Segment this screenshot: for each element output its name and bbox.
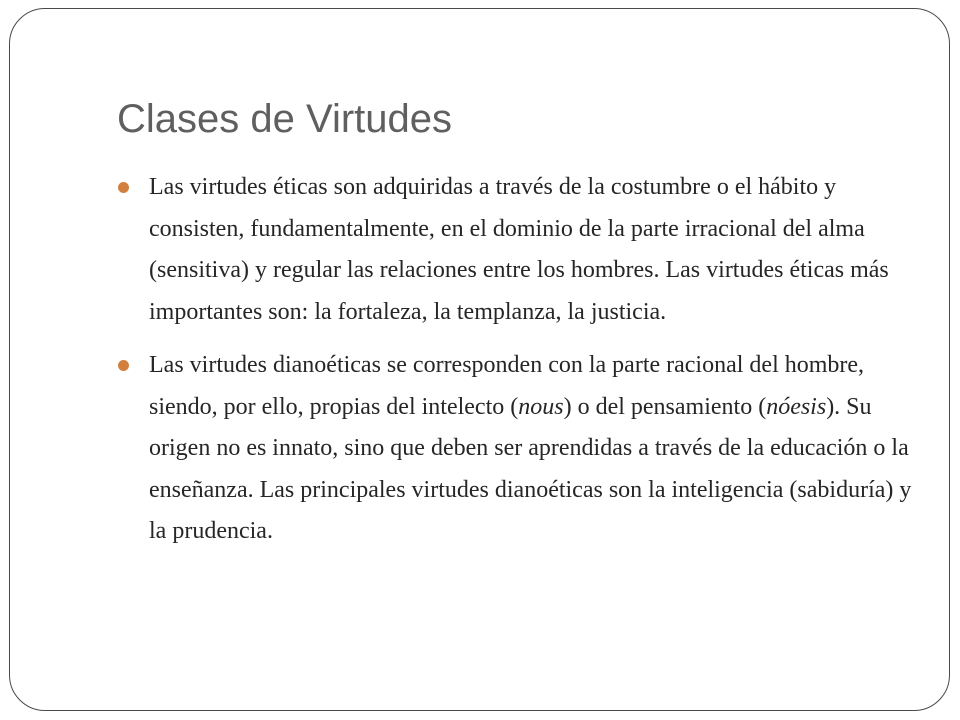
bullet-dot-icon (118, 182, 129, 193)
text-segment: Las virtudes éticas son adquiridas a través de la costumbre o el hábito y consisten, fundamentalmente, en el dominio de la parte irracional del alma (sensitiva) y regular las relaciones entre los hombres. Las virtudes éticas más importantes son: la fortaleza, la templanza, la justicia. (149, 174, 889, 325)
bullet-dot-icon (118, 360, 129, 371)
text-segment: ) o del pensamiento ( (563, 393, 767, 420)
bullet-text (149, 174, 889, 325)
bullet-list (118, 167, 918, 553)
slide-title: Clases de Virtudes (117, 97, 452, 141)
italic-term: nóesis (766, 393, 827, 420)
slide-frame (9, 8, 950, 711)
bullet-item (118, 345, 918, 553)
bullet-text (149, 352, 911, 544)
italic-term: nous (518, 393, 564, 420)
text-segment: Las virtudes dianoéticas se corresponden con la parte racional del hombre, siendo, por ello, propias del intelecto ( (149, 352, 865, 420)
text-segment: ). Su origen no es innato, sino que deben ser aprendidas a través de la educación o la enseñanza. Las principales virtudes dianoéticas son la inteligencia (sabiduría) y la prudencia. (149, 393, 912, 544)
bullet-item (118, 167, 918, 333)
